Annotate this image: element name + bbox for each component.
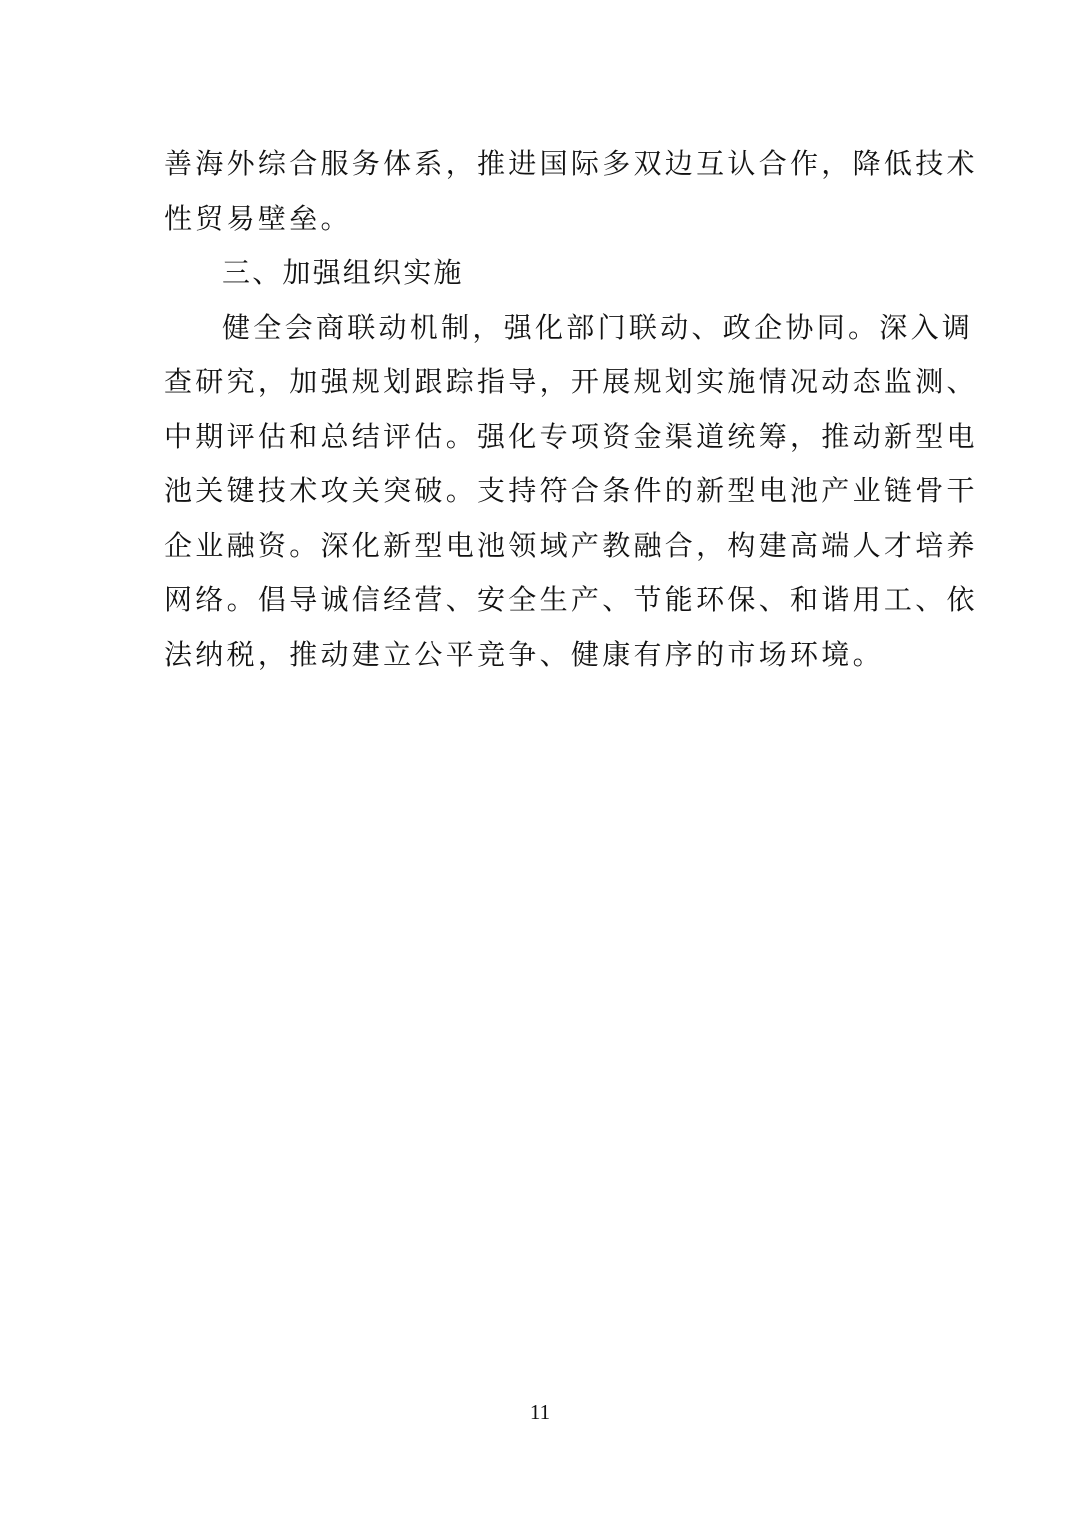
paragraph-line: 查研究，加强规划跟踪指导，开展规划实施情况动态监测、 xyxy=(164,365,978,398)
paragraph-line: 企业融资。深化新型电池领域产教融合，构建高端人才培养 xyxy=(164,528,978,562)
paragraph-line: 法纳税，推动建立公平竞争、健康有序的市场环境。 xyxy=(164,637,884,671)
paragraph-line: 性贸易壁垒。 xyxy=(164,201,352,235)
paragraph-line: 善海外综合服务体系，推进国际多双边互认合作，降低技术 xyxy=(164,147,978,180)
paragraph-line: 健全会商联动机制，强化部门联动、政企协同。深入调 xyxy=(222,310,974,344)
page-number: 11 xyxy=(529,1400,551,1424)
paragraph-line: 池关键技术攻关突破。支持符合条件的新型电池产业链骨干 xyxy=(164,474,978,507)
paragraph-line: 中期评估和总结评估。强化专项资金渠道统筹，推动新型电 xyxy=(164,419,978,453)
section-heading: 三、加强组织实施 xyxy=(222,256,464,289)
paragraph-line: 网络。倡导诚信经营、安全生产、节能环保、和谐用工、依 xyxy=(164,583,978,616)
document-body xyxy=(164,137,978,682)
